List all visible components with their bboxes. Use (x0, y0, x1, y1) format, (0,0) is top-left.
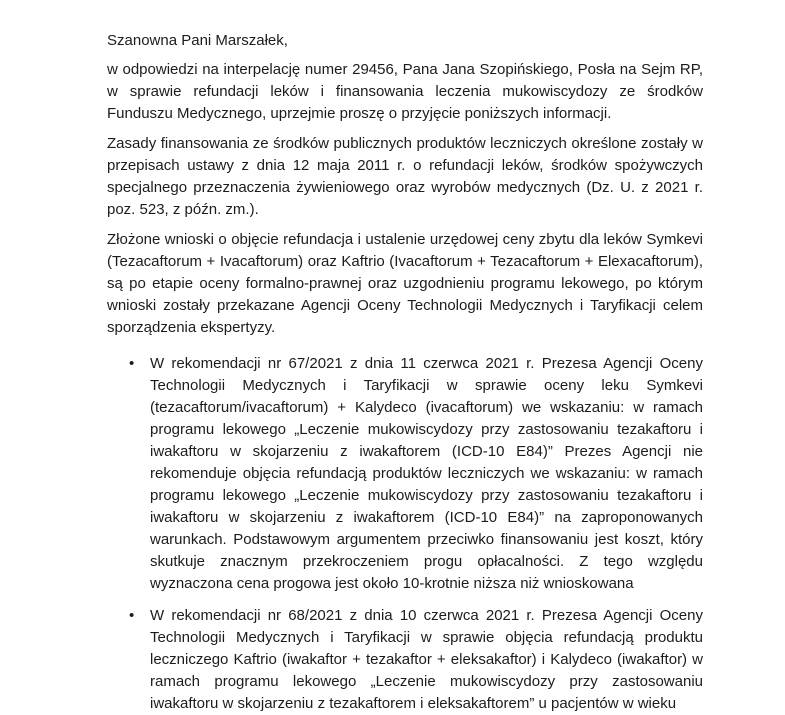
list-item-text: W rekomendacji nr 68/2021 z dnia 10 czerwca 2021 r. Prezesa Agencji Oceny Technologii Medycznych i Taryfikacji w sprawie objęcia refundacją produktu leczniczego Kaftrio (iwakaftor + tezakaftor + eleksakaftor) i Kalydeco (iwakaftor) w ramach programu lekowego „Leczenie mukowiscydozy przy zastosowaniu iwakaftoru w skojarzeniu z tezakaftorem i eleksakaftorem” u pacjentów w wieku (150, 607, 703, 712)
bullet-icon: • (129, 607, 135, 624)
bullet-icon: • (129, 355, 135, 372)
list-item-text: W rekomendacji nr 67/2021 z dnia 11 czerwca 2021 r. Prezesa Agencji Oceny Technologii Medycznych i Taryfikacji w sprawie oceny leku Symkevi (tezacaftorum/ivacaftorum) + Kalydeco (ivacaftorum) we wskazaniu: w ramach programu lekowego „Leczenie mukowiscydozy przy zastosowaniu tezakaftoru i iwakaftoru w skojarzeniu z iwakaftorem (ICD-10 E84)” Prezes Agencji nie rekomenduje objęcia refundacją produktów leczniczych we wskazaniu: w ramach programu lekowego „Leczenie mukowiscydozy przy zastosowaniu tezakaftoru i iwakaftoru w skojarzeniu z iwakaftorem (ICD-10 E84)” na zaproponowanych warunkach. Podstawowym argumentem przeciwko finansowaniu jest koszt, który skutkuje znacznym przekroczeniem progu opłacalności. Z tego względu wyznaczona cena progowa jest około 10-krotnie niższa niż wnioskowana (150, 355, 703, 592)
paragraph-applications: Złożone wnioski o objęcie refundacja i ustalenie urzędowej ceny zbytu dla leków Symkevi (Tezacaftorum + Ivacaftorum) oraz Kaftrio (Ivacaftorum + Tezacaftorum + Elexacaftorum), są po etapie oceny formalno-prawnej oraz uzgodnieniu programu lekowego, po którym wnioski zostały przekazane Agencji Oceny Technologii Medycznych i Taryfikacji celem sporządzenia ekspertyzy. (107, 231, 703, 336)
paragraph-legal-basis: Zasady finansowania ze środków publicznych produktów leczniczych określone zostały w przepisach ustawy z dnia 12 maja 2011 r. o refundacji leków, środków spożywczych specjalnego przeznaczenia żywieniowego oraz wyrobów medycznych (Dz. U. z 2021 r. poz. 523, z późn. zm.). (107, 135, 703, 218)
list-item-recommendation-67-2021 (129, 353, 703, 595)
bullet-list (107, 353, 703, 715)
salutation: Szanowna Pani Marszałek, (107, 32, 288, 49)
paragraph-intro: w odpowiedzi na interpelację numer 29456, Pana Jana Szopińskiego, Posła na Sejm RP, w sprawie refundacji leków i finansowania leczenia mukowiscydozy ze środków Funduszu Medycznego, uprzejmie proszę o przyjęcie poniższych informacji. (107, 61, 703, 122)
list-item-recommendation-68-2021 (129, 605, 703, 715)
